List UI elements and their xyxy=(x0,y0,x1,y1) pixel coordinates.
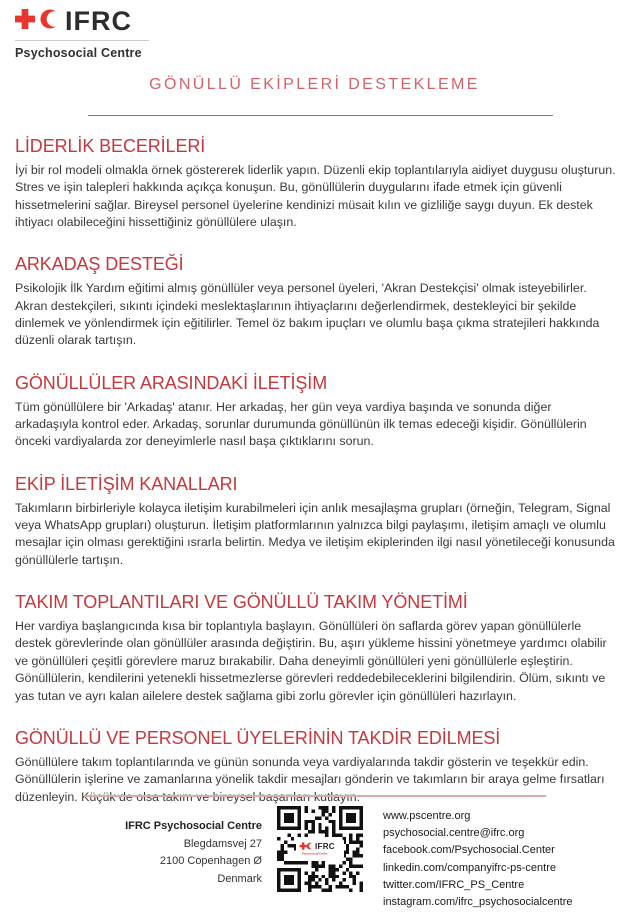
svg-text:Psychosocial Centre: Psychosocial Centre xyxy=(302,852,328,856)
section-body: Her vardiya başlangıcında kısa bir toplantıyla başlayın. Gönüllüleri ön saflarda görev yapan gönüllülerle destek görevlerinde olan gönüllüler arasında değiştirin. Bu, aşırı yükleme hissini yönetmeye yardımcı olabilir ve gönüllüleri çeşitli görevlere maruz bırakabilir. Daha deneyimli gönüllüleri yeni gönüllülerle eşleştirin. Gönüllülerin, kendilerini yetenekli hissetmezlerse görevleri reddedebileceklerini bilgilendirin. Ölüm, sıkıntı ve yas tutan ve ayrı kalan ailelere destek sağlama gibi zorlu görevler için gönüllüleri hazırlayın. xyxy=(15,619,607,703)
red-cross-icon xyxy=(15,9,35,34)
footer xyxy=(15,806,629,911)
content xyxy=(15,130,616,806)
section-leadership xyxy=(15,137,616,231)
address-name: IFRC Psychosocial Centre xyxy=(125,820,262,832)
svg-text:IFRC: IFRC xyxy=(315,842,335,852)
section-volunteer-communication xyxy=(15,374,616,451)
title-rule xyxy=(88,115,553,116)
logo-divider xyxy=(15,40,149,41)
footer-link-email[interactable]: psychosocial.centre@ifrc.org xyxy=(383,827,525,840)
footer-link-facebook[interactable]: facebook.com/Psychosocial.Center xyxy=(383,844,555,857)
logo-subtitle: Psychosocial Centre xyxy=(15,46,142,60)
section-body: Gönüllülere takım toplantılarında ve günün sonunda veya vardiyalarında takdir gösterin ve teşekkür edin. Gönüllülerin işlerine ve zamanlarına yönelik takdir mesajları gönderin ve takımların bir araya gelme fırsatları düzenleyin. Küçük de olsa takım ve bireysel başarıları kutlayın. xyxy=(15,754,605,804)
red-crescent-icon xyxy=(40,9,60,34)
footer-link-linkedin[interactable]: linkedin.com/companyifrc-ps-centre xyxy=(383,861,557,874)
footer-rule xyxy=(84,795,546,797)
section-peer-support xyxy=(15,255,616,349)
address-line: 2100 Copenhagen Ø xyxy=(159,855,262,867)
ifrc-logo xyxy=(15,8,149,60)
section-team-meetings xyxy=(15,593,616,705)
page-title: GÖNÜLLÜ EKİPLERİ DESTEKLEME xyxy=(149,76,480,93)
section-heading: GÖNÜLLÜLER ARASINDAKİ İLETİŞİM xyxy=(15,372,328,393)
address-line: Denmark xyxy=(217,872,262,885)
section-body: Tüm gönüllülere bir 'Arkadaş' atanır. Her arkadaş, her gün veya vardiya başında ve sonunda diğer arkadaşıyla kontrol eder. Arkadaş, sorunlar durumunda gönüllünün ilk temas edeceği kişidir. Gönüllülerin önceki vardiyalarda zor deneyimlerle nasıl başa çıktıklarını sorun. xyxy=(15,399,587,449)
footer-link-twitter[interactable]: twitter.com/IFRC_PS_Centre xyxy=(383,878,525,891)
logo-wordmark: IFRC xyxy=(65,6,132,36)
section-heading: ARKADAŞ DESTEĞİ xyxy=(15,254,184,275)
section-body: Takımların birbirleriyle kolayca iletişim kurabilmeleri için anlık mesajlaşma grupları (örneğin, Telegram, Signal veya WhatsApp grupları) oluşturun. İletişim platformlarının yalnızca bilgi paylaşımı, iletişim amaçlı ve olumlu mesajlar için olması gerektiğini ısrarla belirtin. Medya ve iletişim ekiplerinden ilgi nasıl yönetileceği konusunda gönüllülerle tartışın. xyxy=(15,500,615,567)
section-heading: EKİP İLETİŞİM KANALLARI xyxy=(15,473,238,494)
footer-links xyxy=(383,806,573,911)
section-team-channels xyxy=(15,475,616,569)
footer-link-website[interactable]: www.pscentre.org xyxy=(383,810,471,822)
section-heading: GÖNÜLLÜ VE PERSONEL ÜYELERİNİN TAKDİR EDİLMESİ xyxy=(15,728,501,749)
qr-center-logo xyxy=(296,840,344,859)
qr-code xyxy=(277,806,363,892)
section-heading: TAKIM TOPLANTILARI VE GÖNÜLLÜ TAKIM YÖNETİMİ xyxy=(15,592,468,613)
section-body: İyi bir rol modeli olmakla örnek göstererek liderlik yapın. Düzenli ekip toplantılarıyla aidiyet duygusu oluşturun. Stres ve işin talepleri hakkında açıkça konuşun. Bu, gönüllülerin duygularını ifade etmek için güvenli hissetmelerini sağlar. Bireysel personel üyelerine kendinizi müsait kılın ve gizliliğe saygı duyun. Ek destek ihtiyacı olabileceğini hissettiğiniz gönüllülere ulaşın. xyxy=(15,162,616,230)
section-body: Psikolojik İlk Yardım eğitimi almış gönüllüler veya personel üyeleri, 'Akran Destekçisi' olmak isteyebilirler. Akran destekçileri, sıkıntı içindeki meslektaşlarının ihtiyaçlarını değerlendirmek, destekleyici bir şekilde dinlemek ve yönlendirmek için eğitilirler. Temel öz bakım ipuçları ve olumlu başa çıkma stratejileri hakkında düzenli olarak tartışın. xyxy=(15,281,600,348)
footer-address xyxy=(15,806,262,888)
section-heading: LİDERLİK BECERİLERİ xyxy=(15,136,206,156)
address-line: Blegdamsvej 27 xyxy=(183,837,262,850)
footer-link-instagram[interactable]: instagram.com/ifrc_psychosocialcentre xyxy=(383,896,573,909)
